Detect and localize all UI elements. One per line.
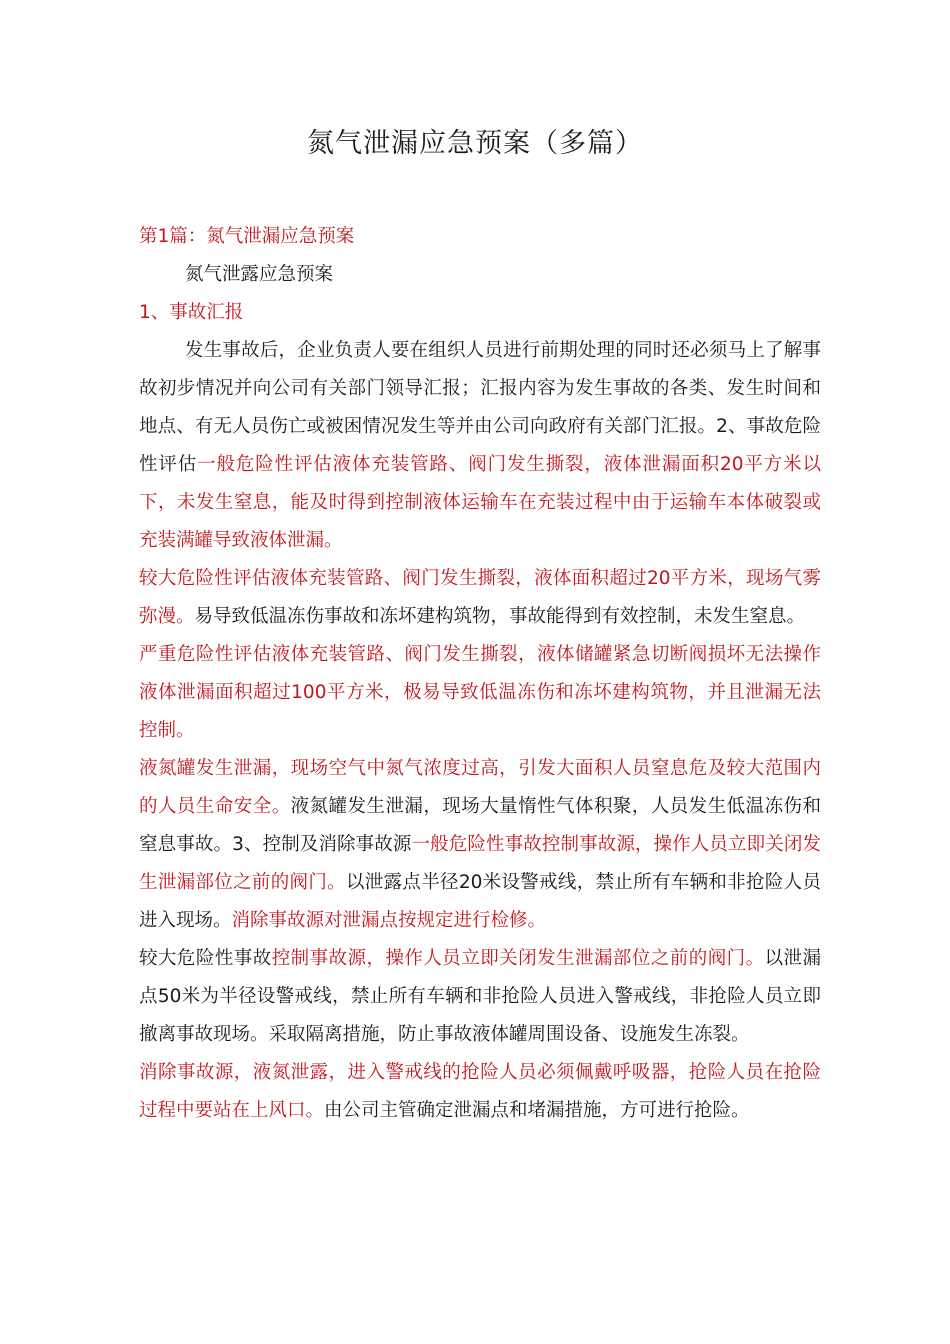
paragraph-accident-report: [139, 332, 821, 560]
highlight-text: 消除事故源，液氮泄露，进入警戒线的抢险人员必须佩戴呼吸器，抢险人员在抢险过程中要站在上风口。: [139, 1062, 821, 1121]
paragraph-text: 较大危险性事故: [139, 948, 272, 969]
paragraph-eliminate-source: [139, 1054, 821, 1130]
paragraph-text: 由公司主管确定泄漏点和堵漏措施，方可进行抢险。: [324, 1100, 750, 1121]
highlight-text: 消除事故源对泄漏点按规定进行检修。: [231, 910, 547, 931]
paragraph-major-risk: [139, 560, 821, 636]
highlight-text: 一般危险性事故控制事故源，操作人员立即关闭发生泄漏部位之前的阀门。: [139, 834, 821, 893]
paragraph-text: 以泄露点半径20米设警戒线，禁止所有车辆和非抢险人员进入现场。: [139, 872, 821, 931]
paragraph-severe-risk: [139, 636, 821, 750]
highlight-text: 严重危险性评估液体充装管路、阀门发生撕裂，液体储罐紧急切断阀损坏无法操作液体泄漏面积超过100平方米，极易导致低温冻伤和冻坏建构筑物，并且泄漏无法控制。: [139, 644, 821, 741]
item-heading-accident-report: 1、事故汇报: [139, 302, 244, 323]
paragraph-control-source: [139, 750, 821, 940]
section-heading: 第1篇：氮气泄漏应急预案: [139, 226, 355, 247]
document-body: [139, 218, 821, 1130]
highlight-text: 较大危险性评估液体充装管路、阀门发生撕裂，液体面积超过20平方米，现场气雾弥漫。: [139, 568, 821, 627]
paragraph-text: 以泄漏点50米为半径设警戒线，禁止所有车辆和非抢险人员进入警戒线，非抢险人员立即撤离事故现场。采取隔离措施，防止事故液体罐周围设备、设施发生冻裂。: [139, 948, 821, 1045]
section-subtitle: 氮气泄露应急预案: [185, 264, 334, 285]
paragraph-text: 易导致低温冻伤事故和冻坏建构筑物，事故能得到有效控制，未发生窒息。: [194, 606, 806, 627]
document-title: 氮气泄漏应急预案（多篇）: [307, 128, 643, 159]
highlight-text: 控制事故源，操作人员立即关闭发生泄漏部位之前的阀门。: [271, 948, 765, 969]
highlight-text: 一般危险性评估液体充装管路、阀门发生撕裂，液体泄漏面积20平方米以下，未发生窒息，能及时得到控制液体运输车在充装过程中由于运输车本体破裂或充装满罐导致液体泄漏。: [139, 454, 821, 551]
paragraph-text: 液氮罐发生泄漏，现场大量惰性气体积聚，人员发生低温冻伤和窒息事故。3、控制及消除事故源: [139, 796, 821, 855]
paragraph-major-accident: [139, 940, 821, 1054]
paragraph-text: 发生事故后，企业负责人要在组织人员进行前期处理的同时还必须马上了解事故初步情况并向公司有关部门领导汇报；汇报内容为发生事故的各类、发生时间和地点、有无人员伤亡或被困情况发生等并由公司向政府有关部门汇报。2、事故危险性评估: [139, 340, 821, 475]
highlight-text: 液氮罐发生泄漏，现场空气中氮气浓度过高，引发大面积人员窒息危及较大范围内的人员生命安全。: [139, 758, 821, 817]
